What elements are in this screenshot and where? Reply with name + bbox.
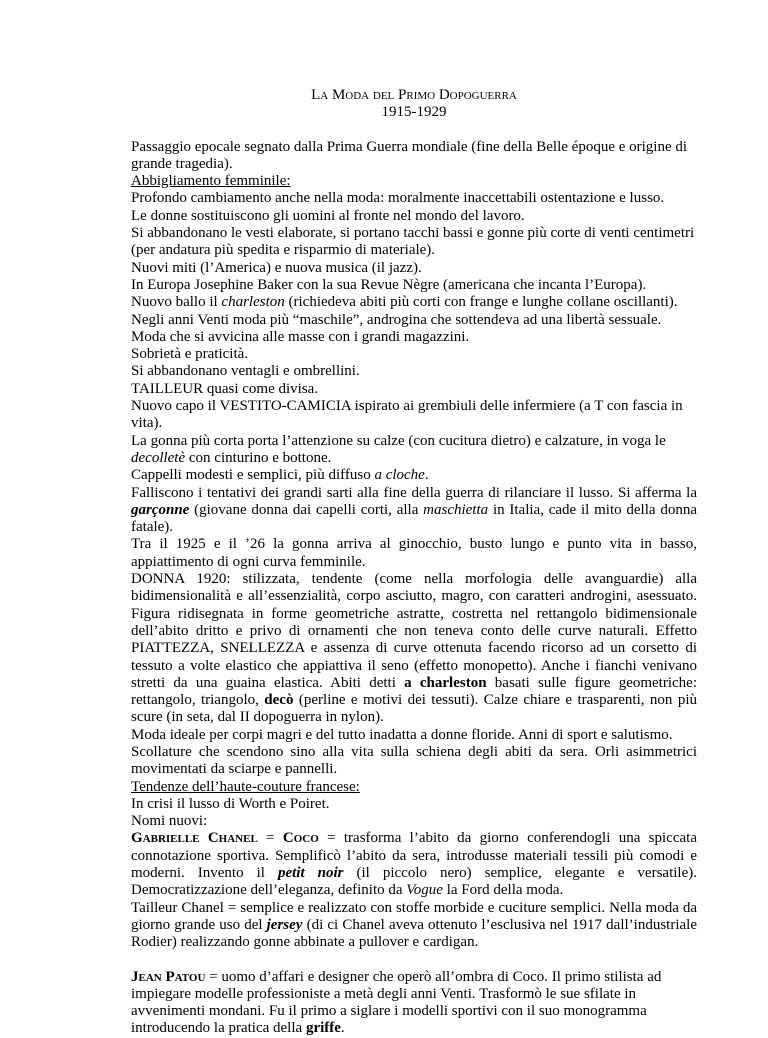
text-line: Si abbandonano ventagli e ombrellini. [131,363,360,380]
chanel-alias: Coco [282,830,319,847]
document-title: La Moda del Primo Dopoguerra [311,87,517,103]
document-page [131,87,697,1038]
document-years: 1915-1929 [381,104,447,121]
title-block [131,87,697,122]
patou-name: Jean Patou [131,968,206,985]
text-line: TAILLEUR quasi come divisa. [131,380,319,397]
text-line: Negli anni Venti moda più “maschile”, androgina che sottendeva ad una libertà sessuale. [131,311,662,328]
text-line: Le donne sostituiscono gli uomini al fronte nel mondo del lavoro. [131,207,525,224]
garconne-paragraph: Falliscono i tentativi dei grandi sarti alla fine della guerra di rilanciare il lusso. Si afferma la garçonne (giovane donna dai capelli corti, alla maschietta in Italia, cade il mito della donna fatale). [131,484,697,536]
text-line: Nuovo capo il VESTITO-CAMICIA ispirato ai grembiuli delle infermiere (a T con fascia in vita). [131,398,683,432]
chanel-paragraph: Gabrielle Chanel = Coco = trasforma l’abito da giorno conferendogli una spiccata connotazione sportiva. Semplificò l’abito da sera, introdusse materiali tessili più comodi e moderni. Invento il petit noir (il piccolo nero) semplice, elegante e versatile). Democratizzazione dell’eleganza, definito da Vogue la Ford della moda. [131,830,697,899]
tailleur-chanel-paragraph: Tailleur Chanel = semplice e realizzato con stoffe morbide e cuciture semplici. Nella moda da giorno grande uso del jersey (di ci Chanel aveva ottenuto l’esclusiva nel 1917 dall’industriale Rodier) realizzando gonne abbinate a pullover e cardigan. [131,899,697,951]
heading-abbigliamento-femminile: Abbigliamento femminile: [131,173,291,190]
text-line: Sobrietà e praticità. [131,346,249,363]
ideal-line: Moda ideale per corpi magri e del tutto inadatta a donne floride. Anni di sport e salutismo. [131,726,673,743]
cloche-line: Cappelli modesti e semplici, più diffuso a cloche. [131,467,429,484]
heading-haute-couture: Tendenze dell’haute-couture francese: [131,778,360,795]
scollature-paragraph: Scollature che scendono sino alla vita sulla schiena degli abiti da sera. Orli asimmetrici movimentati da sciarpe e pannelli. [131,743,697,778]
nomi-line: Nomi nuovi: [131,813,208,830]
text-line: In Europa Josephine Baker con la sua Revue Nègre (americana che incanta l’Europa). [131,276,647,293]
crisi-line: In crisi il lusso di Worth e Poiret. [131,795,330,812]
text-line: Nuovi miti (l’America) e nuova musica (il jazz). [131,259,422,276]
paragraph-1925: Tra il 1925 e il ’26 la gonna arriva al ginocchio, busto lungo e punto vita in basso, appiattimento di ogni curva femminile. [131,536,697,570]
chanel-name: Gabrielle Chanel [131,830,258,847]
text-line: Profondo cambiamento anche nella moda: moralmente inaccettabili ostentazione e lusso. [131,190,665,207]
donna-1920-paragraph: DONNA 1920: stilizzata, tendente (come nella morfologia delle avanguardie) alla bidimensionalità e all’essenzialità, corpo asciutto, magro, con caratteri androgini, asessuato. Figura ridisegnata in forme geometriche astratte, costretta nel rettangolo bidimensionale dell’abito dritto e privo di ornamenti che non teneva conto delle curve naturali. Effetto PIATTEZZA, SNELLEZZA e assenza di curve ottenuta facendo ricorso ad un corsetto di tessuto a volte elastico che appiattiva il seno (effetto monopetto). Anche i fianchi venivano stretti da una guaina elastica. Abiti detti a charleston basati sulle figure geometriche: rettangolo, triangolo, decò (perline e motivi dei tessuti). Calze chiare e trasparenti, non più scure (in seta, dal II dopoguerra in nylon). [131,571,697,726]
intro-paragraph: Passaggio epocale segnato dalla Prima Guerra mondiale (fine della Belle époque e origine di grande tragedia). [131,138,688,172]
paragraph-gap [131,952,697,969]
decollete-line: La gonna più corta porta l’attenzione su calze (con cucitura dietro) e calzature, in voga le decolletè con cinturino e bottone. [131,432,666,466]
patou-paragraph: Jean Patou = uomo d’affari e designer che operò all’ombra di Coco. Il primo stilista ad impiegare modelle professioniste a metà degli anni Venti. Trasformò le sue sfilate in avvenimenti mondani. Fu il primo a siglare i modelli sportivi con il suo monogramma introducendo la pratica della griffe. [131,968,662,1037]
charleston-line: Nuovo ballo il charleston (richiedeva abiti più corti con frange e lunghe collane oscillanti). [131,294,678,311]
text-line: Moda che si avvicina alle masse con i grandi magazzini. [131,328,470,345]
text-line: Si abbandonano le vesti elaborate, si portano tacchi bassi e gonne più corte di venti centimetri (per andatura più spedita e risparmio di materiale). [131,225,695,259]
